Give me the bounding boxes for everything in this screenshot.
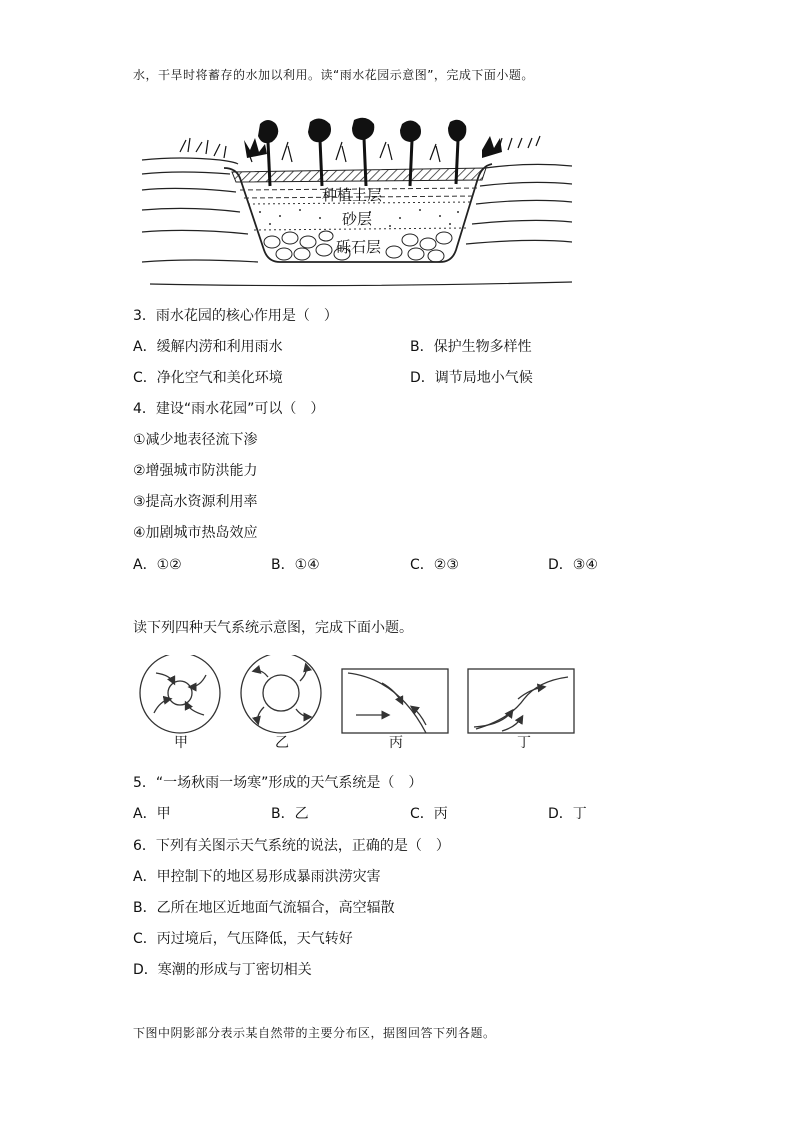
q4-item-2: ②增强城市防洪能力 (133, 463, 258, 479)
q5-option-b[interactable]: B．乙 (271, 806, 309, 822)
q6-option-a[interactable]: A．甲控制下的地区易形成暴雨洪涝灾害 (133, 869, 381, 885)
intro-line: 水，干旱时将蓄存的水加以利用。读“雨水花园示意图”，完成下面小题。 (133, 68, 534, 82)
q6-option-c[interactable]: C．丙过境后，气压降低，天气转好 (133, 931, 353, 947)
q4-option-c[interactable]: C．②③ (410, 557, 459, 573)
q5-stem: 5．“一场秋雨一场寒”形成的天气系统是（ ） (133, 775, 423, 791)
q4-option-d[interactable]: D．③④ (548, 557, 598, 573)
q4-item-1: ①减少地表径流下渗 (133, 432, 258, 448)
q4-option-b[interactable]: B．①④ (271, 557, 320, 573)
q5-option-a[interactable]: A．甲 (133, 806, 171, 822)
weather-fig-bing (342, 669, 448, 733)
weather-label-yi: 乙 (275, 735, 289, 751)
weather-fig-yi (241, 655, 321, 733)
q4-option-a[interactable]: A．①② (133, 557, 182, 573)
rain-garden-diagram (140, 112, 580, 292)
bottom-intro: 下图中阴影部分表示某自然带的主要分布区，据图回答下列各题。 (133, 1026, 496, 1040)
q3-stem: 3．雨水花园的核心作用是（ ） (133, 308, 338, 324)
weather-label-bing: 丙 (389, 735, 403, 751)
layer-gravel-label: 砾石层 (336, 238, 382, 256)
q6-option-b[interactable]: B．乙所在地区近地面气流辐合，高空辐散 (133, 900, 395, 916)
q5-option-c[interactable]: C．丙 (410, 806, 448, 822)
layer-sand-label: 砂层 (342, 210, 373, 228)
layer-planting-label: 种植土层 (322, 186, 383, 204)
weather-systems-figure (130, 655, 580, 755)
q6-stem: 6．下列有关图示天气系统的说法，正确的是（ ） (133, 838, 450, 854)
q4-item-4: ④加剧城市热岛效应 (133, 525, 258, 541)
weather-label-ding: 丁 (517, 735, 531, 751)
q3-option-c[interactable]: C．净化空气和美化环境 (133, 370, 283, 386)
q3-option-d[interactable]: D．调节局地小气候 (410, 370, 533, 386)
q6-option-d[interactable]: D．寒潮的形成与丁密切相关 (133, 962, 312, 978)
q3-option-b[interactable]: B．保护生物多样性 (410, 339, 532, 355)
weather-intro: 读下列四种天气系统示意图，完成下面小题。 (133, 620, 413, 636)
weather-label-jia: 甲 (174, 735, 188, 751)
q5-option-d[interactable]: D．丁 (548, 806, 587, 822)
weather-fig-ding (468, 669, 574, 733)
q3-option-a[interactable]: A．缓解内涝和利用雨水 (133, 339, 283, 355)
weather-fig-jia (140, 655, 220, 733)
q4-item-3: ③提高水资源利用率 (133, 494, 258, 510)
q4-stem: 4．建设“雨水花园”可以（ ） (133, 401, 325, 417)
